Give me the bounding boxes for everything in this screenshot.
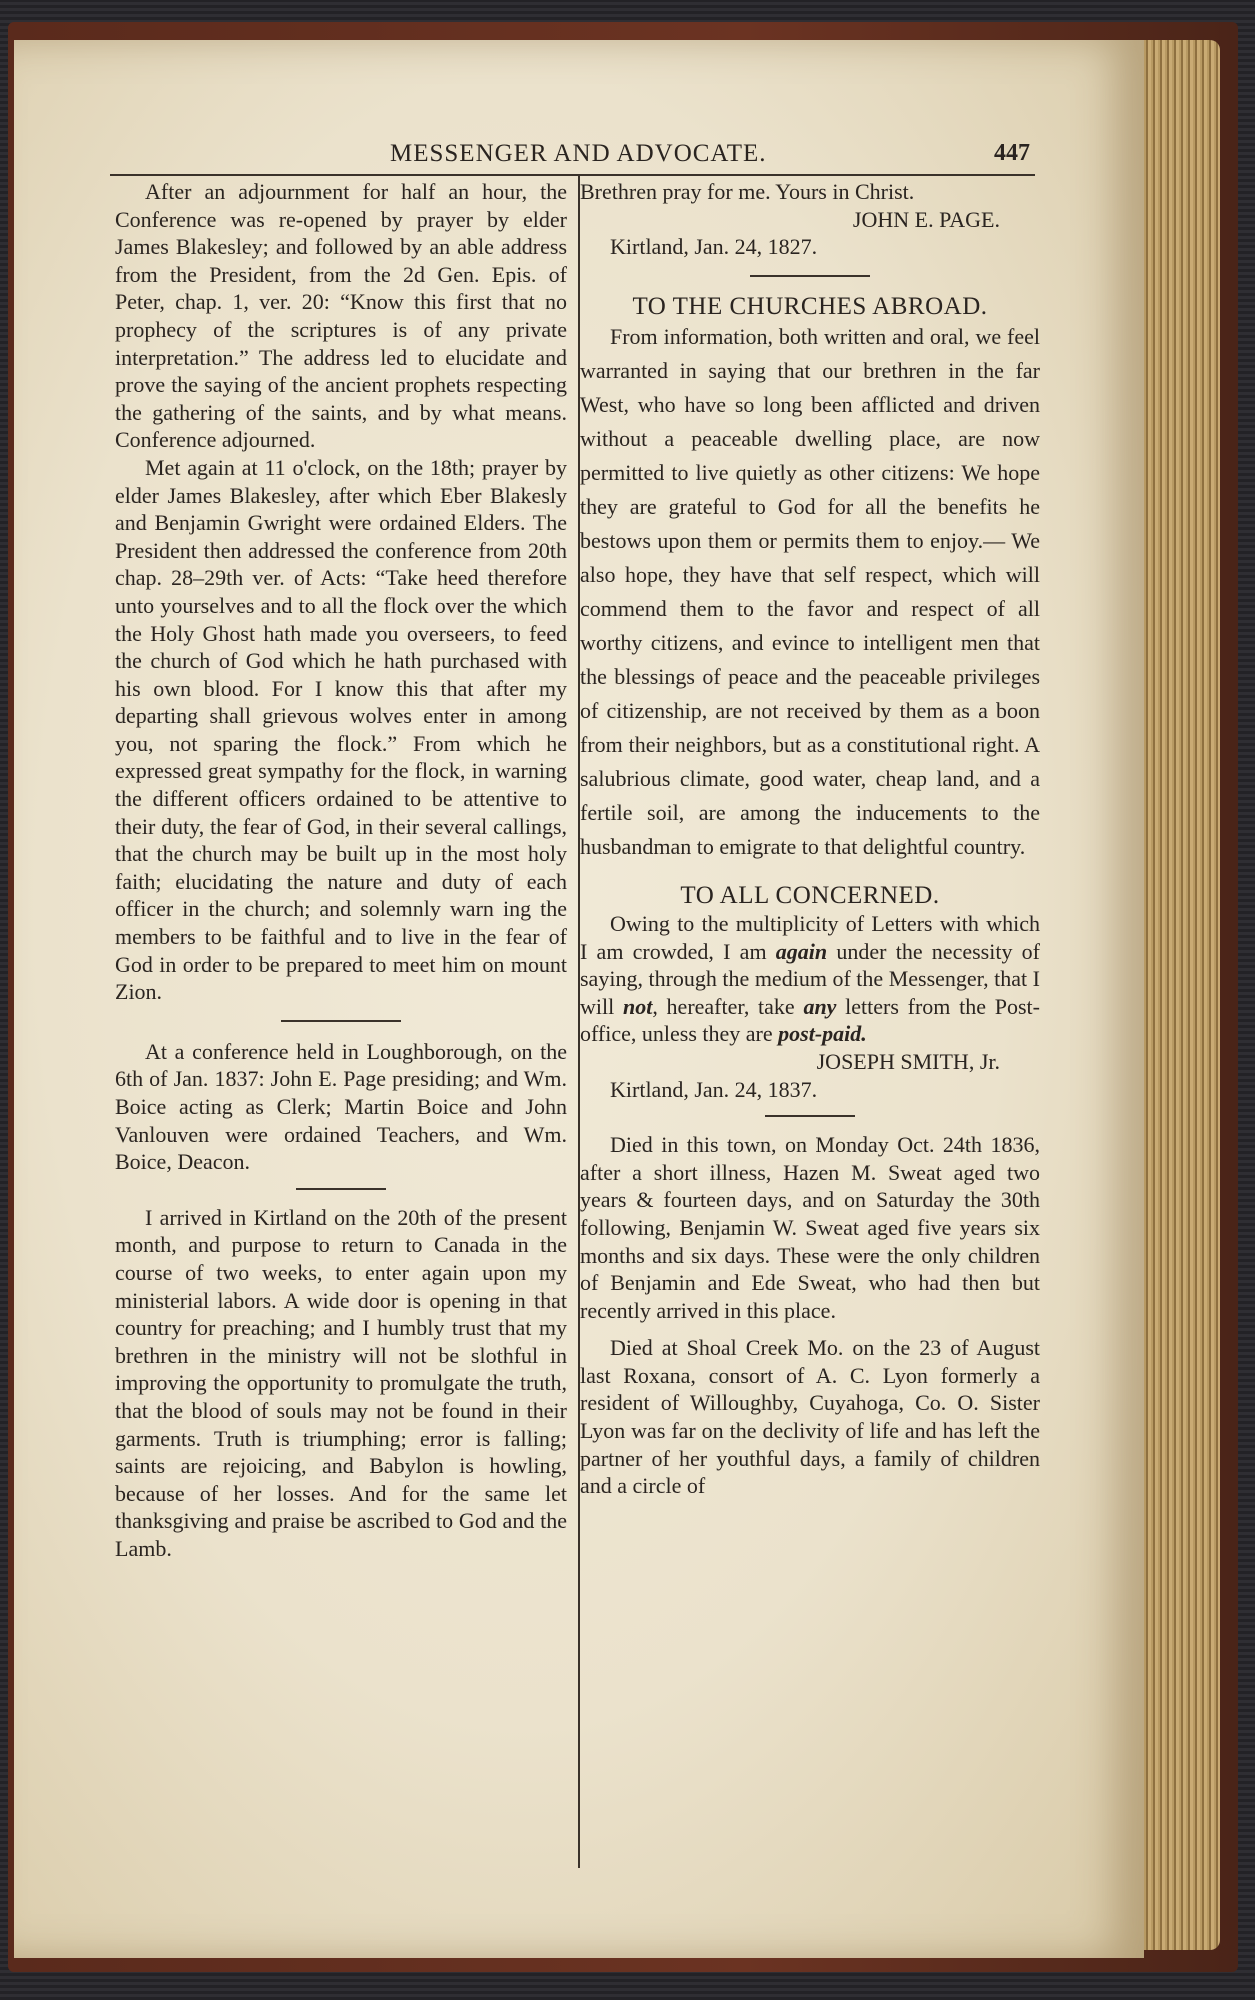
letter-closing: Brethren pray for me. Yours in Christ. [580, 179, 915, 204]
conference-paragraph-1: After an adjournment for half an hour, the Conference was re-opened by prayer by elder James Blakesley; and followed by an able address from the President, from the 2d Gen. Epis. of Peter, chap. 1, ver. 20: “Know this first that no prophecy of the scriptures is of any private interpretation.” The address led to elucidate and prove the saying of the ancient prophets respecting the gathering of the saints, and by what means. Conference adjourned. [115, 179, 567, 453]
header-rule [110, 174, 1035, 176]
page-letter-paragraph: I arrived in Kirtland on the 20th of the present month, and purpose to return to Canada in the course of two weeks, to enter again upon my ministerial labors. A wide door is opening in that country for preaching; and I humbly trust that my brethren in the ministry will not be slothful in improving the opportunity to promulgate the truth, that the blood of souls may not be found in their garments. Truth is triumphing; error is falling; saints are rejoicing, and Babylon is howling, because of her losses. And for the same let thanksgiving and praise be ascribed to God and the Lamb. [115, 1204, 567, 1561]
text-run: , hereafter, take [652, 993, 804, 1019]
obituary-lyon: Died at Shoal Creek Mo. on the 23 of August last Roxana, consort of A. C. Lyon formerly a resident of Willoughby, Cuyahoga, Co. O. Sister Lyon was far on the declivity of life and has left the partner of her youthful days, a family of children and a circle of [580, 1335, 1040, 1499]
section-divider [296, 1188, 386, 1190]
section-divider [750, 275, 870, 277]
signature-place-date: Kirtland, Jan. 24, 1827. [610, 234, 818, 260]
heading-all-concerned: TO ALL CONCERNED. [680, 882, 940, 910]
section-divider [765, 1115, 855, 1117]
emphasis-post-paid: post-paid. [778, 1021, 867, 1047]
page-number: 447 [994, 140, 1030, 166]
section-divider [281, 1020, 401, 1022]
signature-john-page: JOHN E. PAGE. [852, 206, 1000, 232]
obituary-sweat: Died in this town, on Monday Oct. 24th 1836, after a short illness, Hazen M. Sweat aged two years & fourteen days, and on Saturday the 30th following, Benjamin W. Sweat aged five years six months and six days. These were the only children of Benjamin and Ede Sweat, who had then but recently arrived in this place. [580, 1132, 1040, 1323]
text-run: under the necessity of saying, through the medium of the Messenger, that I will [580, 938, 1041, 1019]
heading-churches-abroad: TO THE CHURCHES ABROAD. [632, 292, 988, 320]
all-concerned-paragraph [580, 910, 1040, 1048]
running-header [110, 140, 1040, 176]
signature-place-date: Kirtland, Jan. 24, 1837. [610, 1076, 818, 1102]
conference-paragraph-2: Met again at 11 o'clock, on the 18th; prayer by elder James Blakesley, after which Eber Blakesly and Benjamin Gwright were ordained Elders. The President then addressed the conference from 20th chap. 28–29th ver. of Acts: “Take heed therefore unto yourselves and to all the flock over the which the Holy Ghost hath made you overseers, to feed the church of God which he hath purchased with his own blood. For I know this that after my departing shall grievous wolves enter in among you, not sparing the flock.” From which he expressed great sympathy for the flock, in warning the different officers ordained to be attentive to their duty, the fear of God, in their several callings, that the church may be built up in the most holy faith; elucidating the nature and duty of each officer in the church; and solemnly warn ing the members to be faithful and to live in the fear of God in order to be prepared to meet him on mount Zion. [115, 454, 567, 1005]
right-column [580, 178, 1040, 1500]
header-title: MESSENGER AND ADVOCATE. [390, 140, 767, 167]
loughborough-paragraph: At a conference held in Loughborough, on the 6th of Jan. 1837: John E. Page presiding; and Wm. Boice acting as Clerk; Martin Boice and John Vanlouven were ordained Teachers, and Wm. Boice, Deacon. [115, 1038, 567, 1175]
emphasis-again: again [775, 938, 828, 964]
emphasis-any: any [803, 993, 837, 1019]
left-column [115, 178, 567, 1563]
text-run: letters from the Post-office, unless they are [580, 993, 1040, 1047]
signature-joseph-smith: JOSEPH SMITH, Jr. [816, 1048, 1000, 1074]
emphasis-not: not [622, 993, 653, 1019]
text-run: Owing to the multiplicity of Letters with which I am crowded, I am [580, 910, 1040, 964]
churches-abroad-paragraph: From information, both written and oral, we feel warranted in saying that our brethren in the far West, who have so long been afflicted and driven without a peaceable dwelling place, are now permitted to live quietly as other citizens: We hope they are grateful to God for all the benefits he bestows upon them or permits them to enjoy.— We also hope, they have that self respect, which will commend them to the favor and respect of all worthy citizens, and evince to intelligent men that the blessings of peace and the peaceable privileges of citizenship, are not received by them as a boon from their neighbors, but as a constitutional right. A salubrious climate, good water, cheap land, and a fertile soil, are among the inducements to the husbandman to emigrate to that delightful country. [580, 324, 1040, 860]
